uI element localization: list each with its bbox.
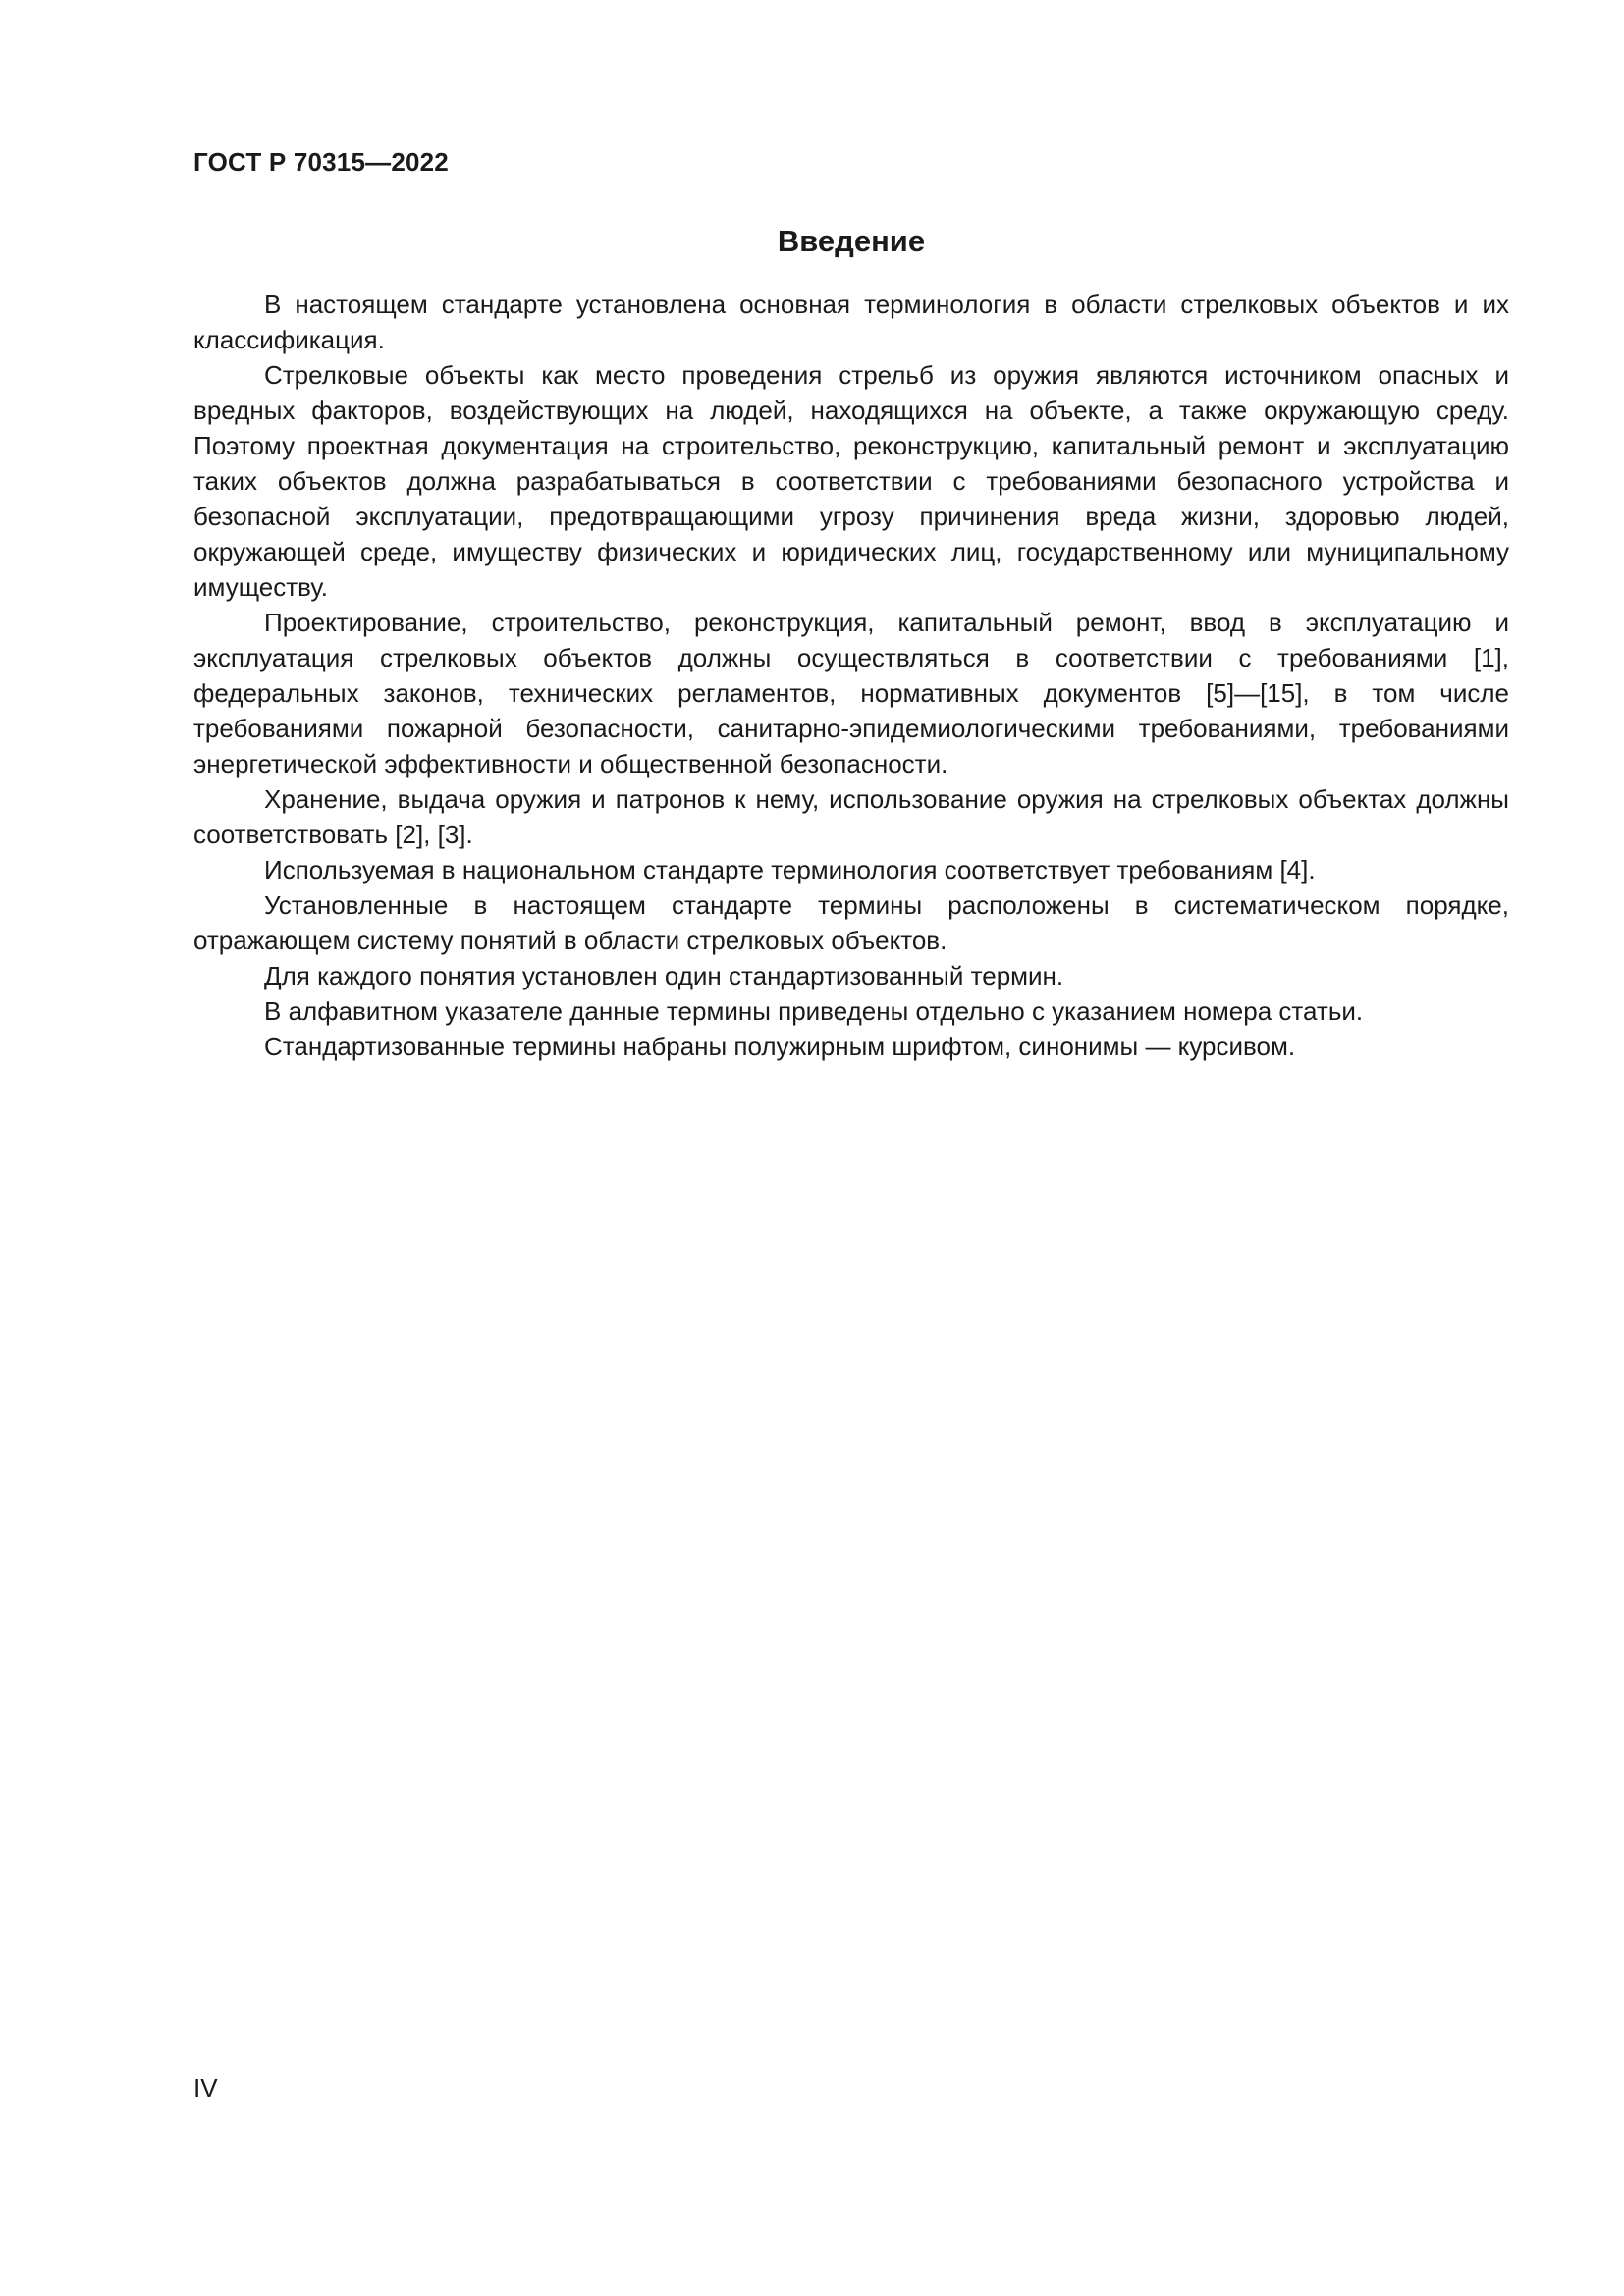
paragraph: Стрелковые объекты как место проведения стрельб из оружия являются источником опасных и вредных факторов, воздействующих на людей, находящихся на объекте, а также окружающую среду. Поэтому проектная документация на строительство, реконструкцию, капитальный ремонт и эксплуатацию таких объектов должна разрабатываться в соответствии с требованиями безопасного устройства и безопасной эксплуатации, предотвращающими угрозу причинения вреда жизни, здоровью людей, окружающей среде, имуществу физических и юридических лиц, государственному или муниципальному имуществу.: [193, 360, 1509, 602]
paragraph: В алфавитном указателе данные термины приведены отдельно с указанием номера статьи.: [264, 996, 1364, 1026]
section-title: Введение: [777, 224, 926, 258]
paragraph: Стандартизованные термины набраны полужирным шрифтом, синонимы — курсивом.: [264, 1032, 1296, 1061]
introduction-body: [193, 287, 1509, 1064]
paragraph: В настоящем стандарте установлена основная терминология в области стрелковых объектов и их классификация.: [193, 290, 1509, 354]
page-number: IV: [193, 2073, 218, 2103]
paragraph: Для каждого понятия установлен один стандартизованный термин.: [264, 961, 1064, 990]
paragraph: Установленные в настоящем стандарте термины расположены в систематическом порядке, отражающем систему понятий в области стрелковых объектов.: [193, 890, 1509, 955]
paragraph: Проектирование, строительство, реконструкция, капитальный ремонт, ввод в эксплуатацию и эксплуатация стрелковых объектов должны осуществляться в соответствии с требованиями [1], федеральных законов, технических регламентов, нормативных документов [5]—[15], в том числе требованиями пожарной безопасности, санитарно-эпидемиологическими требованиями, требованиями энергетической эффективности и общественной безопасности.: [193, 608, 1509, 778]
document-code: ГОСТ Р 70315—2022: [193, 147, 449, 177]
paragraph: Хранение, выдача оружия и патронов к нему, использование оружия на стрелковых объектах должны соответствовать [2], [3].: [193, 784, 1509, 849]
paragraph: Используемая в национальном стандарте терминология соответствует требованиям [4].: [264, 855, 1316, 884]
